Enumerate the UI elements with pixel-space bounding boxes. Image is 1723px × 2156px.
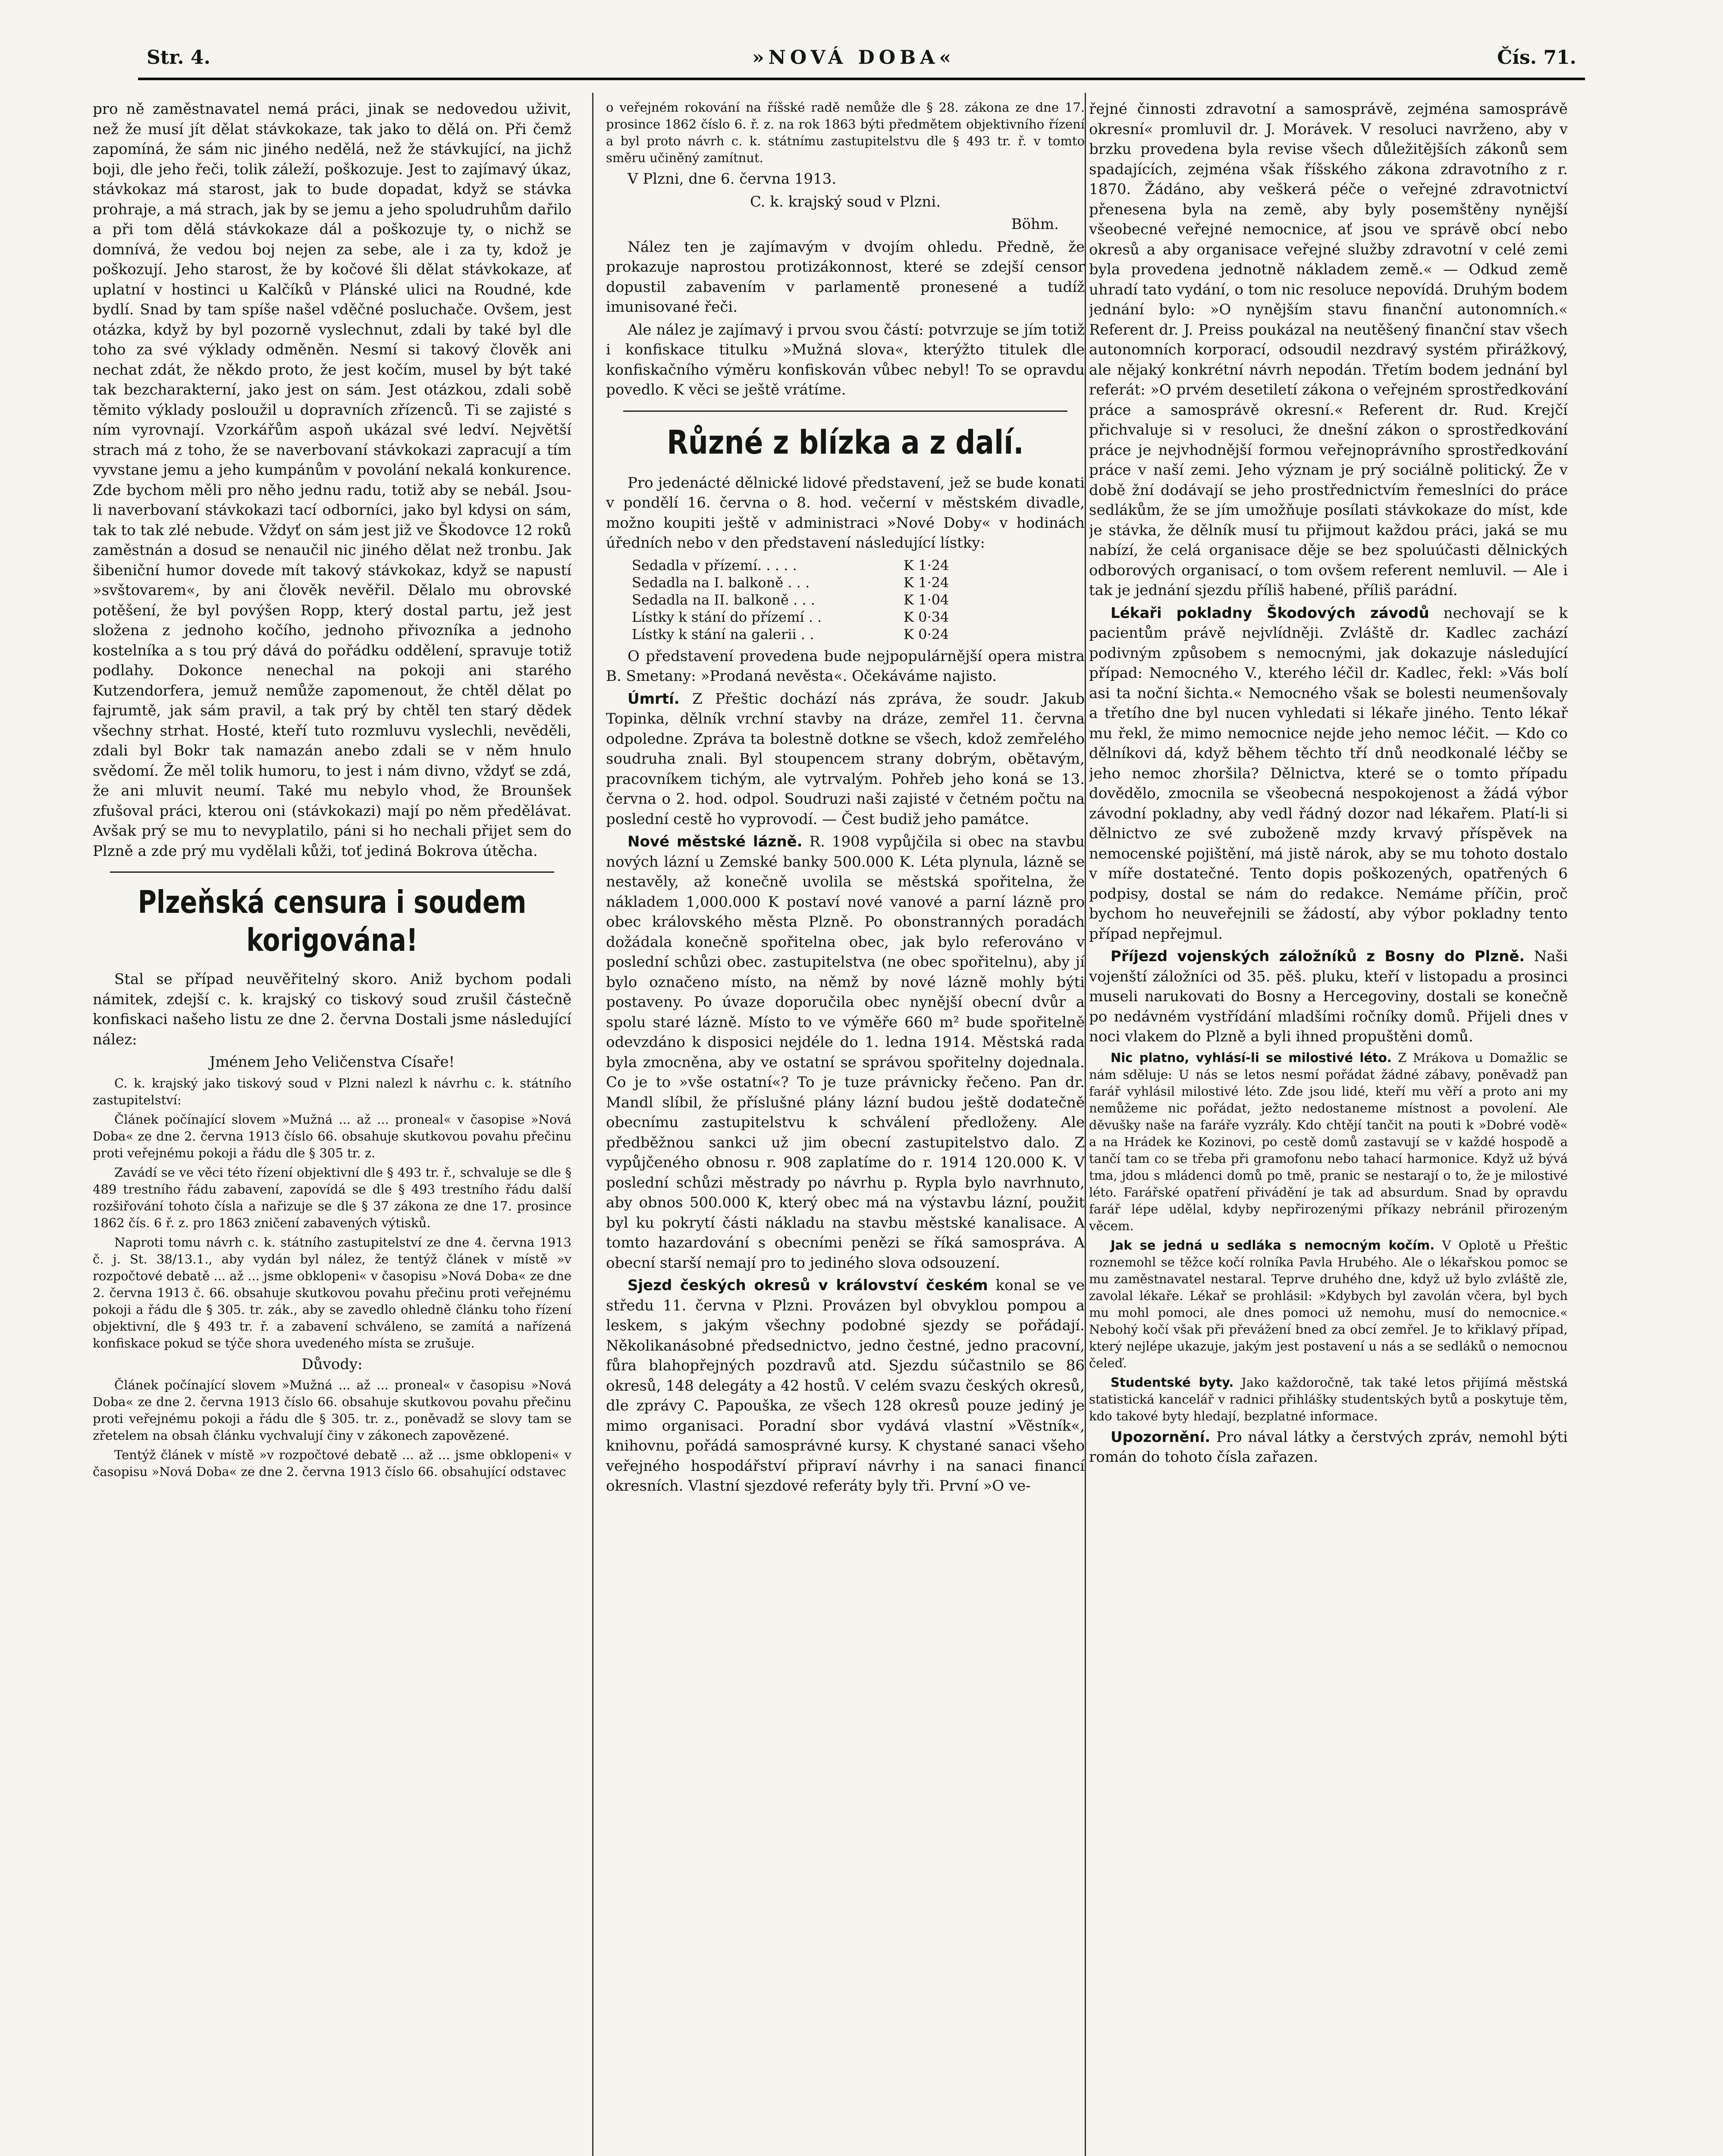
- leto-text: Z Mrákova u Domažlic se nám sděluje: U nás se letos nesmí pořádat žádné zábavy, poněvadž pan farář vyhlásil milostivé léto. Zde jsou lidé, kteří mu věří a proto ani my nemůžeme nic pořádat, ježto nedostaneme místnost a povolení. Ale děvušky naše na faráře vyzrály. Kdo chtějí tančit na pouti k »Dobré vodě« a na Hrádek ke Kozinovi, po cestě domů zastavují se v každé hospodě a tančí tam co se třeba při gramofonu nebo tahací harmonice. Když už bývá tma, jdou s mládenci domů po tmě, pranic se nestarají o to, že je milostivé léto. Farářské opatření přivádění je tak ad absurdum. Snad by opravdu farář lépe udělal, kdyby nepřirozenými příkazy nebránil přirozeným věcem.: [1089, 1050, 1568, 1233]
- prijezd-text: Naši vojenští záložníci od 35. pěš. pluku, kteří v listopadu a prosinci museli narukovati do Bosny a Hercegoviny, dostali se konečně po nedávném vystřídání mladšími ročníky domů. Přijeli dnes v noci vlakem do Plzně a byli ihned propuštěni domů.: [1089, 948, 1568, 1045]
- column-divider-1: [592, 93, 593, 2156]
- article-divider: [110, 871, 554, 873]
- sjezd-continuation: řejné činnosti zdravotní a samosprávě, zejména samosprávě okresní« promluvil dr. J. Morávek. V resoluci navrženo, aby v brzku provedena byla revise všech důležitějších zákonů sem spadajících, zejména však říšského zákona zdravotního z r. 1870. Žádáno, aby veškerá péče o veřejné zdravotnictví přenesena byla na země, aby byly posemštěny nynější všeobecné veřejné nemocnice, ať jsou ve správě obcí nebo okresů a aby organisace veřejné služby zdravotní v celé zemi byla provedena jednotně nákladem země.« — Odkud země uhradí tato vydání, o tom nic resoluce nepovídá. Druhým bodem jednání bylo: »O nynějším stavu finanční autonomních.« Referent dr. J. Preiss poukázal na neutěšený finanční stav všech autonomních korporací, odsoudil nezdravý systém přirážkový, ale nějaký konkrétní návrh nepodán. Třetím bodem jednání byl referát: »O prvém desetiletí zákona o veřejném sprostředkování práce a samosprávě okresní.« Referent dr. Rud. Krejčí přichvaluje si v resoluci, že dnešní zákon o sprostředkování práce je nejvhodnější formou veřejnoprávního sprostředkování práce v naší zemi. Jeho význam je prý sociálně politický. Že v době žní dodávají se jeho prostřednictvím řemeslníci do práce sedlákům, že se jím umožňuje posílati stávkokaze do míst, kde je stávka, že dělník musí tu přijmout každou práci, jaká se mu nabízí, že celá organisace děje se bez spoluúčasti dělnických odborových organisací, o tom ovšem referent nemluvil. — Ale i tak je jednání sjezdu příliš habené, příliš parádní.: [1089, 100, 1568, 599]
- duvody-heading: Důvody:: [301, 1355, 363, 1373]
- umrti-paragraph: [606, 689, 1085, 830]
- leto-paragraph: [1089, 1050, 1568, 1235]
- court-name: C. k. krajský soud v Plzni.: [750, 193, 941, 210]
- lekari-text: nechovají se k pacientům právě nejvlídněji. Zvláště dr. Kadlec zachází podivným způsobem s nemocnými, jak dokazuje následující případ: Nemocného V., kterého léčil dr. Kadlec, řekl: »Vás bolí asi ta noční šichta.« Nemocného však se bolesti neumenšovaly a třetího dne byl nucen vyhledati si lékaře jiného. Tento lékař mu řekl, že mimo nemocnice nejde jeho nemoc léčit. — Kdo co dělníkovi dá, když během těchto tří dnů neodkonalé léčby se jeho nemoc zhoršila? Dělnictva, které se o tomto případu dovědělo, zmocnila se všeobecná nespokojenost a žádá výbor závodní pokladny, aby vedl řádný dozor nad lékařem. Platí-li si dělnictvo ze své zuboženě mzdy krvavý příspěvek na nemocenské pojištění, má jistě nárok, aby se mu tohoto dostalo v míře dostatečné. Tento dopis poškozených, opatřených 6 podpisy, dostal se nám do redakce. Nemáme příčin, proč bychom ho neuveřejnili se žádostí, aby výbor pokladny tento případ nepřejmul.: [1089, 604, 1568, 943]
- sedlak-paragraph: [1089, 1237, 1568, 1372]
- lekari-lead: Lékaři pokladny Škodových závodů: [1111, 604, 1429, 622]
- censura-decree-heading: Jménem Jeho Veličenstva Císaře!: [209, 1053, 455, 1071]
- paper-title: »NOVÁ DOBA«: [752, 46, 955, 69]
- signature: Böhm.: [1011, 216, 1059, 233]
- censura-commentary-2: Ale nález je zajímavý i prvou svou částí: potvrzuje se jím totiž i konfiskace titulku »Mužná slova«, kterýžto titulek dle konfiskačního výměru konfiskován vůbec nebyl! To se opravdu povedlo. K věci se ještě vrátíme.: [606, 321, 1085, 398]
- sedlak-lead: Jak se jedná u sedláka s nemocným kočím.: [1111, 1238, 1435, 1253]
- ticket-price-list: [632, 557, 1085, 643]
- lekari-paragraph: [1089, 603, 1568, 944]
- section-divider: [623, 411, 1067, 412]
- header-rule: [138, 78, 1585, 80]
- section-headline: Různé z blízka a z dalí.: [667, 423, 1024, 461]
- strike-article-continuation: pro ně zaměstnavatel nemá práci, jinak se nedovedou uživit, než že musí jít dělat stávkokaze, tak jako to dělá on. Při čemž zapomíná, že sám nic jiného nedělá, než že stávkující, na jichž boji, dle jeho řeči, tolik záleží, poškozuje. Jest to zajímavý úkaz, stávkokaz má starost, jak to bude dopadat, když se stávka prohraje, a má strach, jak by se jemu a jeho spoludruhům dařilo a při tom dělá stávkokaze dál a poškozuje ty, o nichž se domnívá, že vedou boj nejen za sebe, ale i za ty, kdož je poškozují. Jeho starost, že by kočové šli dělat stávkokaze, ať uplatní v hostinci u Kalčíků v Plánské ulici na Roudné, kde bydlí. Snad by tam spíše našel vděčné posluchače. Ovšem, jest otázka, když by byl pozorně vyslechnut, zdali by také byl dle toho za své výklady odměněn. Nesmí si takový člověk ani nechat zdát, že někdo proto, že jest kočím, musel by být také tak bezcharakterní, jako jest on sám. Jest otázkou, zdali sobě těmito výklady posloužil u dopravních zřízenců. Ti se zajisté s ním vyrovnají. Vzorkářům aspoň ukázal své ledví. Největší strach má z toho, že se naverbovaní stávkokazi zapracují a tím vyvstane jemu a jeho kumpánům v povolání nekalá konkurence. Zde bychom měli pro něho jednu radu, totiž aby se nebál. Jsou-li naverbovaní stávkokazi tací odborníci, jako byl kdysi on sám, tak to tak zlé nebude. Vždyť on sám jest již ve Škodovce 12 roků zaměstnán a dosud se nenaučil nic jiného dělat než tronbu. Jak šibeniční humor dovede mít takový stávkokaz, když se napustí »svštovarem«, by ani člověk nevěřil. Dělalo mu obrovské potěšení, že byl povýšen Ropp, který dostal partu, jež jest složena z jednoho kočího, jednoho přivozníka a jednoho kostelníka a s tou prý dává do pořádku oddělení, spravuje totiž podlahy. Dokonce nenechal na pokoji ani starého Kutzendorfera, jemuž nemůže zapomenout, že chtěl dělat po fajrumtě, jak sám pravil, a tak prý by chtěl ten starý dědek všechny strhat. Hosté, kteří tuto rozmluvu vyslechli, nevěděli, zdali byl Bokr tak namazán anebo zdali se v něm hnulo svědomí. Že měl tolik humoru, to jest i nám divno, vždyť se zdá, že ani mluvit neumí. Také mu nebylo vhod, že Brounšek zfušoval práci, kterou oni (stávkokazi) mají po něm předělávat. Avšak prý se mu to nevyplatilo, páni si ho nechali přijet sem do Plzně a zde prý mu vydělali kůži, toť jediná Bokrova útěcha.: [93, 100, 571, 860]
- ticket-row: Sedadla v přízemí. . . . . K 1·24: [632, 557, 949, 573]
- ticket-row: Lístky k stání do přízemí . . K 0·34: [632, 608, 949, 625]
- ticket-row: Lístky k stání na galerii . . K 0·24: [632, 626, 949, 642]
- censura-continuation: o veřejném rokování na říšské radě nemůže dle § 28. zákona ze dne 17. prosince 1862 číslo 6. ř. z. na rok 1863 býti předmětem objektivního řízení a byl proto návrh c. k. státnímu zastupitelstvu dle § 493 tr. ř. v tomto směru učiněný zamítnut.: [606, 100, 1085, 165]
- lazne-text: R. 1908 vypůjčila si obec na stavbu nových lázní u Zemské banky 500.000 K. Léta plynula, lázně se nestavěly, až konečně uvolila se městská spořitelna, že nákladem 1,000.000 K postaví nové vanové a parní lázně pro obec královského města Plzně. Po obonstranných poradách dožádala konečně spořitelna obec, jak bylo referováno v poslední schůzi obec. zastupitelstva (ne obec spořitelnu), aby jí bylo označeno místo, na němž by nové lázně mohly býti postaveny. Po úvaze doporučila obec nynější obecní dvůr a spolu staré lázně. Místo to ve výměře 660 m² bude spořitelně odevzdáno k disposici nejdéle do 1. ledna 1914. Městská rada byla zmocněna, aby ve ostatní se správou spořitelny dojednala. Co je to »vše ostatní«? To je tuze právnicky řečeno. Pan dr. Mandl slíbil, že příslušné plány lázní budou ještě dodatečně obecnímu zastupitelstvu k schválení předloženy. Ale předběžnou sankci už jim obecní zastupitelstvo dalo. Z vypůjčeného obnosu r. 908 zaplatíme do r. 1914 120.000 K. V poslední schůzi městrady po návrhu p. Rypla bylo navrhnuto, aby obnos 500.000 K, který obec má na výstavbu lázní, použit byl ku pokrytí části nákladu na stavbu městské kanalisace. A tomto hazardování s obecními penězi se říká samospráva. A obecní starší nemají pro to jediného slova odsouzení.: [606, 833, 1085, 1272]
- upozorneni-paragraph: [1089, 1427, 1568, 1467]
- sjezd-lead: Sjezd českých okresů v království českém: [628, 1277, 988, 1294]
- opera-paragraph: O představení provedena bude nejpopulárnější opera mistra B. Smetany: »Prodaná nevěsta«. Očekáváme najisto.: [606, 647, 1085, 685]
- censura-paragraph-8: Tentýž článek v místě »v rozpočtové debatě ... až ... jsme obklopeni« v časopisu »Nová Doba« ze dne 2. června 1913 číslo 66. obsahující odstavec: [93, 1448, 571, 1479]
- sedlak-text: V Oplotě u Přeštic roznemohl se těžce kočí rolníka Pavla Hrubého. Ale o lékařskou pomoc se mu zaměstnavatel nestaral. Teprve druhého dne, když už bylo zvláště zle, zavolal lékaře. Lékař se prohlásil: »Kdybych byl zavolán včera, byl bych mu mohl pomoci, ale dnes pomoci už nemohu, musí do nemocnice.« Nebohý kočí však při převážení bned za obcí zemřel. Je to křiklavý případ, který nejlépe ukazuje, jakým jest postavení u nás a se sedláků o nemocnou čeleď.: [1089, 1238, 1568, 1370]
- censura-paragraph-4: Článek počínající slovem »Mužná ... až ... proneal« v časopise »Nová Doba« ze dne 2. června 1913 číslo 66. obsahuje skutkovou povahu přečinu proti veřejnému pokoji a řádu dle § 305 tr. z.: [93, 1112, 571, 1160]
- ticket-row: Sedadla na II. balkoně . . . K 1·04: [632, 591, 949, 608]
- page-number: Str. 4.: [147, 46, 210, 69]
- column-divider-2: [1085, 93, 1086, 2156]
- byty-text: Jako každoročně, tak také letos přijímá městská statistická kancelář v radnici přihlášky studentských bytů a poskytuje těm, kdo takové byty hledají, bezplatné informace.: [1089, 1375, 1568, 1423]
- censura-paragraph-6: Naproti tomu návrh c. k. státního zastupitelství ze dne 4. června 1913 č. j. St. 38/13.1., aby vydán byl nález, že tentýž článek v místě »v rozpočtové debatě ... až ... jsme obklopeni« v časopisu »Nová Doba« ze dne 2. června 1913 č. 66. obsahuje skutkovou povahu přečinu proti veřejnému pokoji a řádu dle § 305. tr. zák., aby se zavedlo ohledně článku toho řízení objektivní, dle § 493 tr. ř. a zabavení schváleno, se zamítá a nařízená konfiskace pokud se týče shora uvedeného místa se zrušuje.: [93, 1235, 571, 1351]
- page-header: [147, 41, 1576, 73]
- byty-lead: Studentské byty.: [1111, 1375, 1234, 1390]
- sjezd-paragraph: [606, 1275, 1085, 1496]
- upozorneni-lead: Upozornění.: [1111, 1428, 1211, 1446]
- lazne-paragraph: [606, 832, 1085, 1273]
- lazne-lead: Nové městské lázně.: [628, 833, 803, 850]
- prijezd-paragraph: [1089, 946, 1568, 1047]
- column-1: [93, 99, 571, 2156]
- leto-lead: Nic platno, vyhlásí-li se milostivé léto.: [1111, 1050, 1392, 1065]
- censura-paragraph-3: C. k. krajský jako tiskový soud v Plzni nalezl k návrhu c. k. státního zastupitelství:: [93, 1075, 571, 1107]
- ticket-row: Sedadla na I. balkoně . . . K 1·24: [632, 574, 949, 591]
- byty-paragraph: [1089, 1374, 1568, 1425]
- column-3: [1089, 99, 1568, 2156]
- issue-number: Čís. 71.: [1497, 46, 1576, 69]
- censura-headline: Plzeňská censura i soudem korigována!: [138, 884, 527, 958]
- censura-commentary-1: Nález ten je zajímavým v dvojím ohledu. Předně, že prokazuje naprostou protizákonnost, které se zdejší censor dopustil zabavením v parlamentě pronesené a tudíž imunisované řeči.: [606, 238, 1085, 316]
- umrti-text: Z Přeštic dochází nás zpráva, že soudr. Jakub Topinka, dělník vrchní stavby na dráze, zemřel 11. června odpoledne. Zpráva ta bolestně dotkne se všech, kdož zemřelého soudruha znali. Byl stoupencem strany dobrým, obětavým, pracovníkem tichým, ale vytrvalým. Pohřeb jeho koná se 13. června o 2. hod. odpol. Soudruzi naši zajisté v četném počtu na poslední cestě ho vyprovodí. — Čest budiž jeho památce.: [606, 690, 1085, 828]
- place-date: V Plzni, dne 6. června 1913.: [628, 170, 837, 188]
- umrti-lead: Úmrtí.: [628, 690, 680, 708]
- prijezd-lead: Příjezd vojenských záložníků z Bosny do Plzně.: [1111, 948, 1525, 965]
- censura-paragraph-7: Článek počínající slovem »Mužná ... až ... proneal« v časopisu »Nová Doba« ze dne 2. června 1913 číslo 66. obsahuje skutkovou povahu přečinu proti veřejnému pokoji a řádu dle § 305. tr. z., poněvadž se slovy tam se zřetelem na obsah článku vychvalují činy v zákonech zapovězené.: [93, 1378, 571, 1443]
- censura-paragraph-5: Zavádí se ve věci této řízení objektivní dle § 493 tr. ř., schvaluje se dle § 489 trestního řádu zabavení, zapovídá se dle § 493 trestního řádu další rozšiřování tohoto čísla a nařizuje se dle § 37 zákona ze dne 17. prosince 1862 čís. 6 ř. z. pro 1863 zničení zabavených výtisků.: [93, 1165, 571, 1230]
- predstaveni-paragraph: Pro jedenácté dělnické lidové představení, jež se bude konati v pondělí 16. června o 8. hod. večerní v městském divadle, možno koupiti ještě v administraci »Nové Doby« v hodinách úředních nebo v den představení následující lístky:: [606, 474, 1085, 552]
- column-2: [606, 99, 1085, 2156]
- sjezd-text: konal se ve středu 11. června v Plzni. Provázen byl obvyklou pompou a leskem, s jakým všechny podobné sjezdy se pořádají. Několikanásobné předsednictvo, jedno čestné, jedno pracovní, fůra blahopřejných pozdravů atd. Sjezdu súčastnilo se 86 okresů, 148 delegáty a 42 hostů. V celém svazu českých okresů, dle zprávy C. Papouška, ze všech 128 okresů pouze jediný je mimo organisaci. Poradní sbor vydává vlastní »Věstník«, knihovnu, pořádá samosprávné kursy. K chystané sanaci všeho veřejného hospodářství připraví návrhy i na sanaci financí okresních. Vlastní sjezdové referáty byly tři. První »O ve-: [606, 1277, 1085, 1495]
- censura-paragraph-1: Stal se případ neuvěřitelný skoro. Aniž bychom podali námitek, zdejší c. k. krajský co tiskový soud zrušil částečně konfiskaci našeho listu ze dne 2. června Dostali jsme následující nález:: [93, 971, 571, 1048]
- upozorneni-text: Pro nával látky a čerstvých zpráv, nemohl býti román do tohoto čísla zařazen.: [1089, 1428, 1568, 1466]
